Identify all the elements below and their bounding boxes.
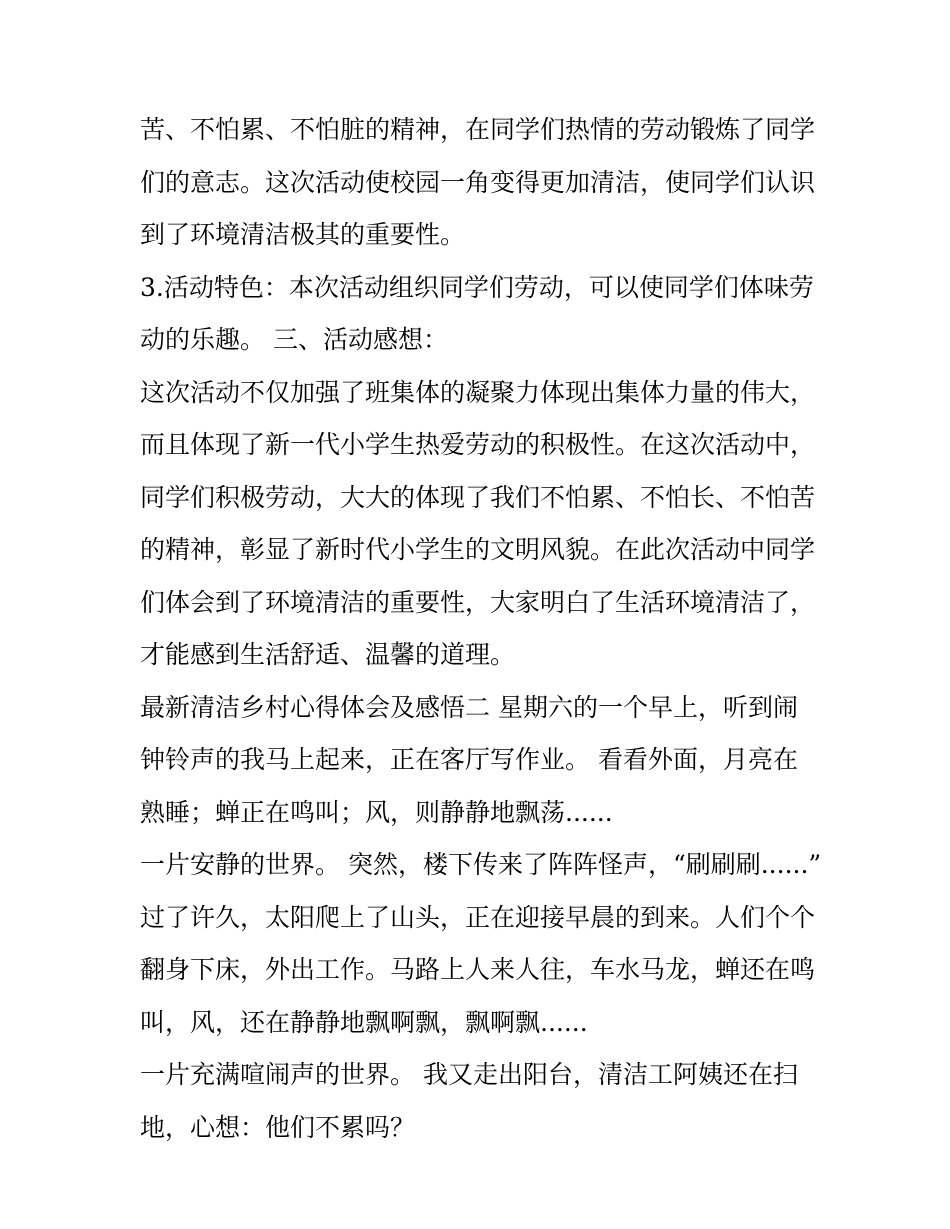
text-line: 这次活动不仅加强了班集体的凝聚力体现出集体力量的伟大， <box>140 377 816 407</box>
text-line: 地，心想：他们不累吗？ <box>140 1112 416 1142</box>
text-line: 的精神，彰显了新时代小学生的文明风貌。在此次活动中同学 <box>140 535 816 564</box>
text-line: 翻身下床，外出工作。马路上人来人往，车水马龙，蝉还在鸣 <box>140 955 816 984</box>
text-line: 们的意志。这次活动使校园一角变得更加清洁，使同学们认识 <box>140 167 816 197</box>
text-line: 一片充满喧闹声的世界。 我又走出阳台，清洁工阿姨还在扫 <box>140 1060 798 1089</box>
text-line: 一片安静的世界。 突然，楼下传来了阵阵怪声，“刷刷刷......” <box>140 850 822 879</box>
text-line: 钟铃声的我马上起来，正在客厅写作业。 看看外面，月亮在 <box>140 745 798 774</box>
text-line: 叫，风，还在静静地飘啊飘，飘啊飘...... <box>140 1007 588 1037</box>
text-line: 最新清洁乡村心得体会及感悟二 星期六的一个早上，听到闹 <box>140 692 798 722</box>
text-line: 同学们积极劳动，大大的体现了我们不怕累、不怕长、不怕苦 <box>140 482 816 512</box>
text-line: 才能感到生活舒适、温馨的道理。 <box>140 640 516 669</box>
text-line: 苦、不怕累、不怕脏的精神，在同学们热情的劳动锻炼了同学 <box>140 115 816 144</box>
text-line: 3.活动特色：本次活动组织同学们劳动，可以使同学们体味劳 <box>140 272 814 302</box>
document-body <box>140 104 820 1154</box>
text-line: 动的乐趣。 三、活动感想： <box>140 325 448 354</box>
text-line: 们体会到了环境清洁的重要性，大家明白了生活环境清洁了， <box>140 587 816 617</box>
text-line: 而且体现了新一代小学生热爱劳动的积极性。在这次活动中， <box>140 430 816 459</box>
text-line: 熟睡；蝉正在鸣叫；风，则静静地飘荡...... <box>140 797 613 827</box>
text-line: 过了许久，太阳爬上了山头，正在迎接早晨的到来。人们个个 <box>140 902 816 932</box>
text-line: 到了环境清洁极其的重要性。 <box>140 220 466 249</box>
